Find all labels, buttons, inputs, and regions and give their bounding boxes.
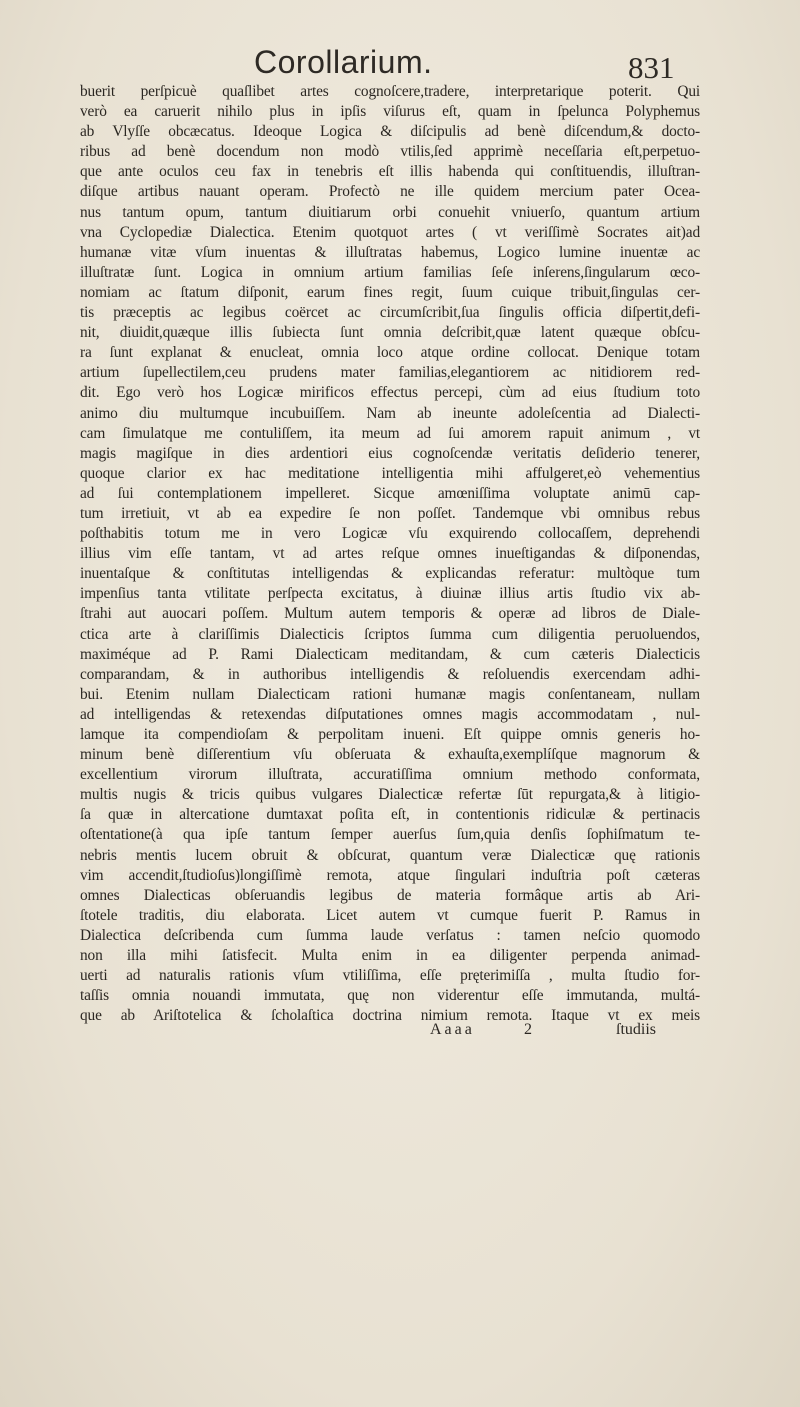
text-line: ad ſui contemplationem impelleret. Sicque amœniſſima voluptate animū cap-	[80, 484, 700, 502]
text-line: impenſius tanta vtilitate perſpecta excitatus, à diuinæ illius artis ſtudio vix ab-	[80, 585, 700, 603]
text-line: humanæ vitæ vſum inuentas & illuſtratas habemus, Logico lumine inuentæ ac	[80, 243, 700, 261]
text-line: omnes Dialecticas obſeruandis legibus de materia formâque artis ab Ari-	[80, 886, 700, 904]
text-line: dit. Ego verò hos Logicæ mirificos effectus percepi, cùm ad eius ſtudium toto	[80, 384, 700, 402]
text-line: nit, diuidit,quæque illis ſubiecta ſunt omnia deſcribit,quæ latent quæque obſcu-	[80, 324, 700, 342]
text-line: que ab Ariſtotelica & ſcholaſtica doctrina nimium remota. Itaque vt ex meis	[80, 1007, 700, 1025]
text-line: poſthabitis totum me in vero Logicæ vſu exquirendo collocaſſem, deprehendi	[80, 525, 700, 543]
text-line: nomiam ac ſtatum diſponit, earum fines regit, ſuum cuique tribuit,ſingulas cer-	[80, 283, 700, 301]
text-line: artium ſupellectilem,ceu prudens mater familias,elegantiorem ac nitidiorem red-	[80, 364, 700, 382]
text-line: inuentaſque & conſtitutas intelligendas & explicandas referatur: multòque tum	[80, 565, 700, 583]
text-line: multis nugis & tricis quibus vulgares Dialecticæ refertæ ſūt repurgata,& à litigio-	[80, 786, 700, 804]
text-line: quoque clarior ex hac meditatione intelligentia mihi affulgeret,eò vehementius	[80, 464, 700, 482]
text-line: ab Vlyſſe obcæcatus. Ideoque Logica & diſcipulis ad benè diſcendum,& docto-	[80, 123, 700, 141]
text-line: que ante oculos ceu fax in tenebris eſt illis habenda qui conſtituendis, illuſtran-	[80, 163, 700, 181]
page-number: 831	[628, 50, 675, 85]
text-line: uerti ad naturalis rationis vſum vtiliſſima, eſſe pręterimiſſa , multa ſtudio for-	[80, 967, 700, 985]
text-line: buerit perſpicuè quaſlibet artes cognoſcere,tradere, interpretarique poterit. Qui	[80, 83, 700, 100]
text-line: excellentium virorum illuſtrata, accuratiſſima omnium methodo conformata,	[80, 766, 700, 784]
signature-mark: Aaaa	[430, 1021, 475, 1038]
text-line: ad intelligendas & retexendas diſputationes omnes magis accommodatam , nul-	[80, 705, 700, 723]
text-line: tum irretiuit, vt ab ea expedire ſe non poſſet. Tandemque vbi omnibus rebus	[80, 504, 700, 522]
text-line: tis præceptis ac legibus coërcet ac circumſcribit,ſua ſingulis officia diſpertit,defi-	[80, 304, 700, 322]
text-line: nus tantum opum, tantum diuitiarum orbi conuehit vniuerſo, quantum artium	[80, 203, 700, 221]
text-line: maximéque ad P. Rami Dialecticam meditandam, & cum cæteris Dialecticis	[80, 645, 700, 663]
text-line: animo diu multumque incubuiſſem. Nam ab ineunte adoleſcentia ad Dialecti-	[80, 404, 700, 422]
text-line: ra ſunt explanat & enucleat, omnia loco atque ordine collocat. Denique totam	[80, 344, 700, 362]
text-line: lamque ita compendioſam & perpolitam inueni. Eſt quippe omnis generis ho-	[80, 726, 700, 743]
text-line: nebris mentis lucem obruit & obſcurat, quantum veræ Dialecticæ quę rationis	[80, 846, 700, 864]
text-line: Dialectica deſcribenda cum ſumma laude verſatus : tamen neſcio quomodo	[80, 926, 700, 944]
text-line: minum benè diſſerentium vſu obſeruata & exhauſta,exemplíſque magnorum &	[80, 746, 700, 764]
text-line: ctica arte à clariſſimis Dialecticis ſcriptos ſumma cum diligentia peruoluendos,	[80, 625, 700, 643]
text-line: non illa mihi ſatisfecit. Multa enim in ea diligenter perpenda animad-	[80, 947, 700, 965]
text-line: magis magiſque in dies ardentiori eius cognoſcendæ veritatis deſiderio tenerer,	[80, 444, 700, 462]
text-line: vim accendit,ſtudioſus)longiſſimè remota, atque ſingulari induſtria poſt cæteras	[80, 866, 700, 884]
text-line: ſtotele traditis, diu elaborata. Licet autem vt cumque fuerit P. Ramus in	[80, 906, 700, 924]
text-line: ſtrahi aut auocari poſſem. Multum autem temporis & operæ ad libros de Diale-	[80, 605, 700, 623]
text-line: ſa quæ in altercatione dumtaxat poſita eſt, in contentionis ridiculæ & pertinacis	[80, 806, 700, 824]
running-title: Corollarium.	[254, 44, 433, 80]
text-line: oſtentatione(à qua ipſe tantum ſemper auerſus ſum,quia denſis ſophiſmatum te-	[80, 826, 700, 844]
catchword: ſtudiis	[616, 1021, 657, 1038]
signature-number: 2	[524, 1021, 532, 1038]
body-text	[80, 82, 700, 1026]
text-line: illius vim eſſe tantam, vt ad artes reſque omnes inueſtigandas & diſponendas,	[80, 545, 700, 563]
page-footer	[80, 1021, 700, 1043]
text-line: cam ſimulatque me contuliſſem, ita meum ad ſui amorem rapuit animum , vt	[80, 424, 700, 442]
text-line: taſſis omnia nouandi immutata, quę non viderentur eſſe immutanda, multá-	[80, 987, 700, 1005]
text-line: diſque artibus nauant operam. Profectò ne ille quidem mercium pater Ocea-	[80, 183, 700, 201]
text-line: verò ea caruerit nihilo plus in ipſis viſurus eſt, quam in ſpelunca Polyphemus	[80, 103, 700, 121]
text-line: bui. Etenim nullam Dialecticam rationi humanæ magis conſentaneam, nullam	[80, 685, 700, 703]
text-line: vna Cyclopediæ Dialectica. Etenim quotquot artes ( vt veriſſimè Socrates ait)ad	[80, 223, 700, 241]
text-line: ribus ad benè docendum non modò vtilis,ſed apprimè neceſſaria eſt,perpetuo-	[80, 143, 700, 161]
text-line: comparandam, & in authoribus intelligendis & reſoluendis exercendam adhi-	[80, 665, 700, 683]
text-line: illuſtratæ ſunt. Logica in omnium artium familias ſeſe inſerens,ſingularum œco-	[80, 263, 700, 281]
